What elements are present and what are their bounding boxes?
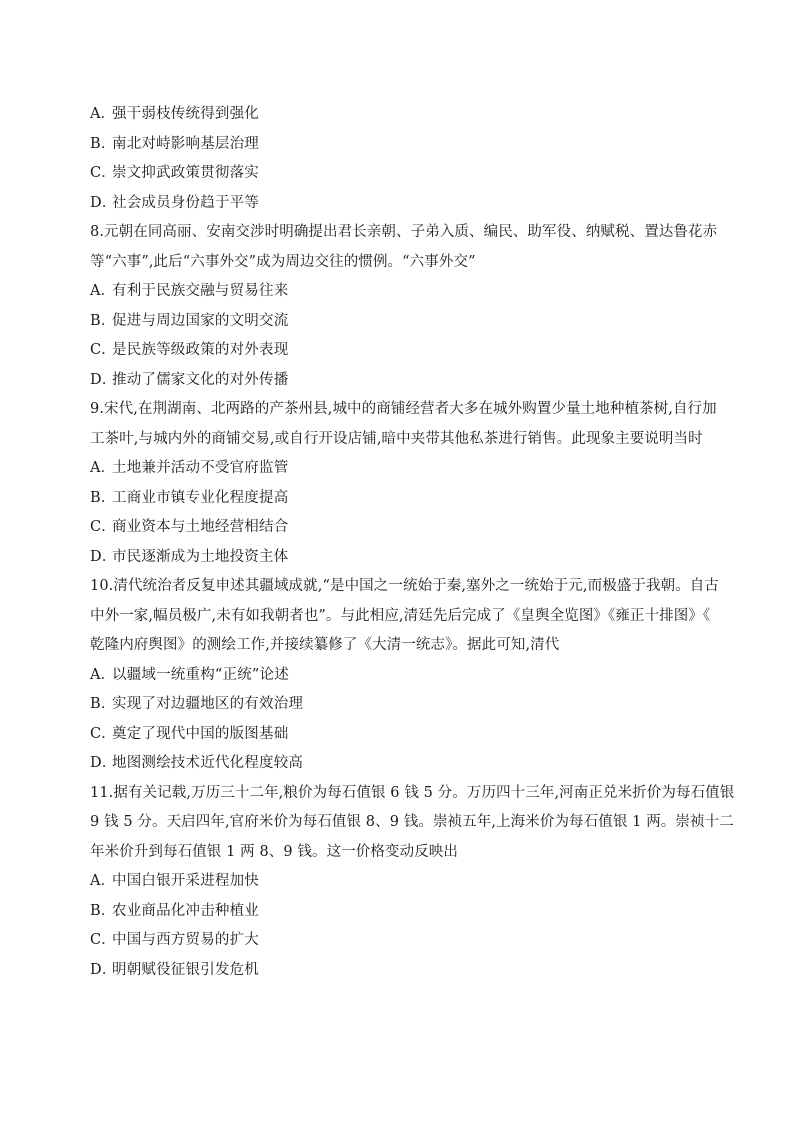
question-10-option-b[interactable] [90, 690, 700, 720]
question-11-stem-line-3: 年米价升到每石值银 1 两 8、9 钱。这一价格变动反映出 [90, 843, 459, 860]
option-letter: C． [90, 342, 116, 358]
option-text: 实现了对边疆地区的有效治理 [112, 696, 304, 712]
option-text: 社会成员身份趋于平等 [112, 194, 259, 211]
question-8-option-d[interactable] [90, 366, 700, 396]
option-letter: B． [90, 312, 116, 329]
exam-page [90, 100, 735, 985]
option-letter: B． [90, 135, 116, 152]
option-text: 中国与西方贸易的扩大 [112, 932, 259, 948]
option-letter: A． [90, 666, 116, 683]
question-10-stem-line-1: 10.清代统治者反复申述其疆域成就,“是中国之一统始于秦,塞外之一统始于元,而极盛于我朝。自古 [90, 578, 719, 594]
question-11-stem [90, 779, 735, 868]
option-text: 奠定了现代中国的版图基础 [112, 725, 289, 742]
option-letter: D． [90, 194, 117, 211]
question-7-option-b[interactable] [90, 130, 700, 160]
question-11-stem-line-1: 11.据有关记载,万历三十二年,粮价为每石值银 6 钱 5 分。万历四十三年,河南正兑米折价为每石值银 [90, 784, 735, 801]
option-text: 崇文抑武政策贯彻落实 [112, 165, 259, 181]
question-11-option-a[interactable] [90, 867, 700, 897]
option-text: 商业资本与土地经营相结合 [112, 519, 289, 535]
question-10 [90, 572, 719, 779]
option-letter: D． [90, 961, 117, 978]
option-letter: B． [90, 489, 116, 506]
option-letter: C． [90, 165, 116, 181]
question-8-option-b[interactable] [90, 307, 700, 337]
option-text: 土地兼并活动不受官府监管 [112, 460, 289, 476]
option-text: 强干弱枝传统得到强化 [112, 106, 259, 122]
question-11-stem-line-2: 9 钱 5 分。天启四年,官府米价为每石值银 8、9 钱。崇祯五年,上海米价为每石值银 1 两。崇祯十二 [90, 814, 734, 830]
question-11 [90, 779, 735, 986]
question-7 [90, 100, 700, 218]
option-text: 南北对峙影响基层治理 [112, 135, 259, 152]
option-text: 中国白银开采进程加快 [112, 873, 259, 889]
option-letter: D． [90, 755, 117, 771]
option-text: 促进与周边国家的文明交流 [112, 312, 289, 329]
question-11-option-b[interactable] [90, 897, 700, 927]
option-letter: A． [90, 106, 116, 122]
option-letter: D． [90, 548, 117, 565]
question-8-option-a[interactable] [90, 277, 700, 307]
question-10-stem [90, 572, 719, 661]
option-letter: A． [90, 873, 116, 889]
question-9-stem [90, 395, 717, 454]
option-text: 市民逐渐成为土地投资主体 [112, 548, 289, 565]
option-letter: A． [90, 283, 116, 299]
question-10-option-d[interactable] [90, 749, 700, 779]
option-text: 以疆域一统重构“正统”论述 [112, 666, 289, 683]
question-10-option-a[interactable] [90, 661, 700, 691]
question-8-stem [90, 218, 718, 277]
question-7-option-c[interactable] [90, 159, 700, 189]
option-text: 推动了儒家文化的对外传播 [112, 371, 289, 388]
question-8 [90, 218, 718, 395]
question-9-stem-line-2: 工茶叶,与城内外的商铺交易,或自行开设店铺,暗中夹带其他私茶进行销售。此现象主要说明当时 [90, 430, 703, 447]
question-8-option-c[interactable] [90, 336, 700, 366]
question-11-option-d[interactable] [90, 956, 700, 986]
option-text: 明朝赋役征银引发危机 [112, 961, 259, 978]
option-letter: B． [90, 696, 116, 712]
question-9-option-a[interactable] [90, 454, 700, 484]
question-7-option-d[interactable] [90, 189, 700, 219]
question-10-stem-line-3: 乾隆内府舆图》的测绘工作,并接续纂修了《大清一统志》。据此可知,清代 [90, 637, 560, 653]
question-9-option-d[interactable] [90, 543, 700, 573]
option-letter: A． [90, 460, 116, 476]
question-8-stem-line-2: 等“六事”,此后“六事外交”成为周边交往的惯例。“六事外交” [90, 253, 476, 270]
option-text: 地图测绘技术近代化程度较高 [112, 755, 304, 771]
option-text: 有利于民族交融与贸易往来 [112, 283, 289, 299]
option-text: 是民族等级政策的对外表现 [112, 342, 289, 358]
question-7-option-a[interactable] [90, 100, 700, 130]
question-9-option-b[interactable] [90, 484, 700, 514]
option-letter: D． [90, 371, 117, 388]
question-11-option-c[interactable] [90, 926, 700, 956]
option-text: 工商业市镇专业化程度提高 [112, 489, 289, 506]
question-9-option-c[interactable] [90, 513, 700, 543]
question-8-stem-line-1: 8.元朝在同高丽、安南交涉时明确提出君长亲朝、子弟入质、编民、助军役、纳赋税、置达鲁花赤 [90, 224, 718, 240]
question-9-stem-line-1: 9.宋代,在荆湖南、北两路的产茶州县,城中的商铺经营者大多在城外购置少量土地种植茶树,自行加 [90, 401, 717, 417]
option-letter: C． [90, 725, 116, 742]
option-letter: C． [90, 519, 116, 535]
question-9 [90, 395, 717, 572]
option-letter: C． [90, 932, 116, 948]
question-10-stem-line-2: 中外一家,幅员极广,未有如我朝者也”。与此相应,清廷先后完成了《皇舆全览图》《雍正十排图》《 [90, 607, 711, 624]
option-text: 农业商品化冲击种植业 [112, 902, 259, 919]
question-10-option-c[interactable] [90, 720, 700, 750]
option-letter: B． [90, 902, 116, 919]
